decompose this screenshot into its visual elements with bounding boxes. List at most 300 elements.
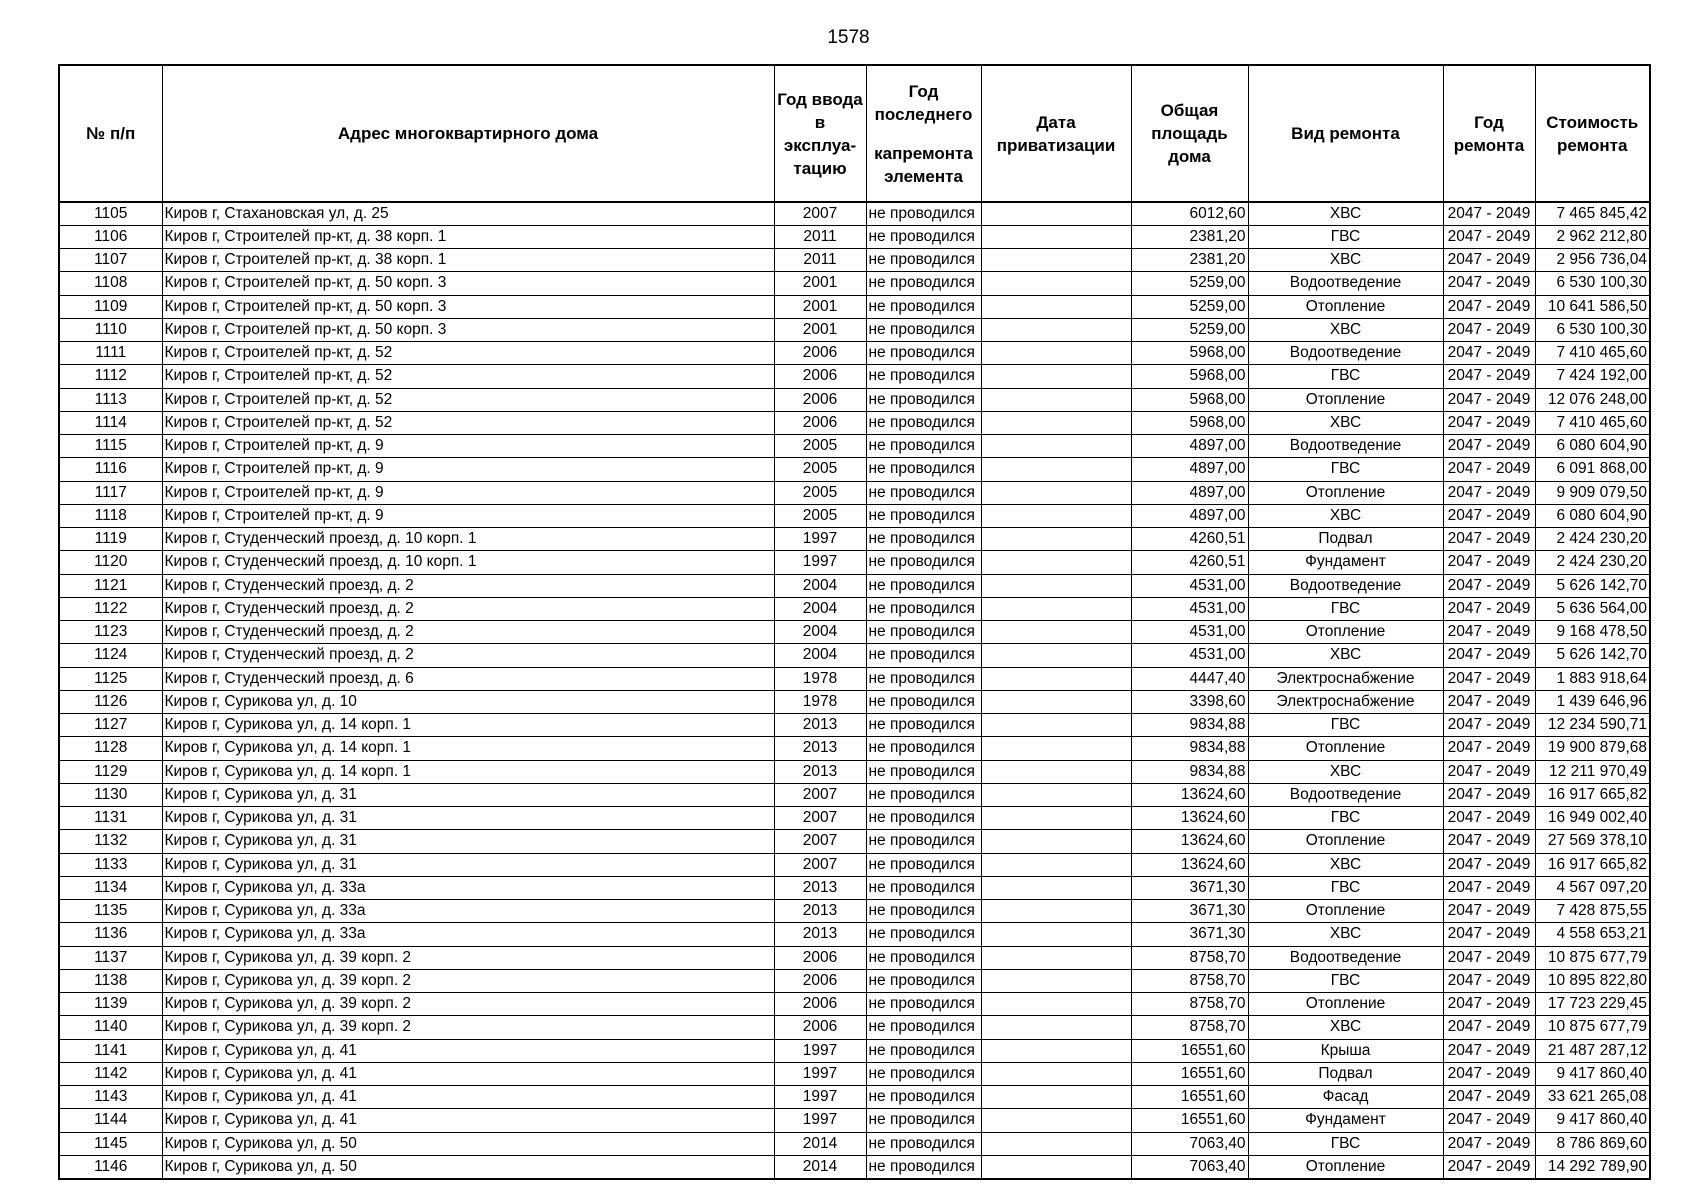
table-row bbox=[59, 737, 1650, 760]
cell-year-built: 2006 bbox=[774, 388, 866, 411]
cell-num: 1139 bbox=[59, 993, 162, 1016]
cell-privatization bbox=[981, 667, 1131, 690]
cell-privatization bbox=[981, 946, 1131, 969]
cell-address: Киров г, Строителей пр-кт, д. 9 bbox=[162, 504, 774, 527]
cell-repair-type: ГВС bbox=[1248, 876, 1443, 899]
cell-address: Киров г, Строителей пр-кт, д. 50 корп. 3 bbox=[162, 318, 774, 341]
cell-repair-type: ГВС bbox=[1248, 714, 1443, 737]
table-row bbox=[59, 830, 1650, 853]
cell-address: Киров г, Сурикова ул, д. 10 bbox=[162, 690, 774, 713]
cell-year-built: 2006 bbox=[774, 969, 866, 992]
cell-repair-type: Водоотведение bbox=[1248, 435, 1443, 458]
cell-num: 1145 bbox=[59, 1132, 162, 1155]
cell-cost: 33 621 265,08 bbox=[1535, 1086, 1650, 1109]
cell-area: 8758,70 bbox=[1131, 946, 1248, 969]
cell-privatization bbox=[981, 783, 1131, 806]
cell-last-repair: не проводился bbox=[866, 1062, 981, 1085]
cell-num: 1122 bbox=[59, 597, 162, 620]
cell-year-built: 2013 bbox=[774, 737, 866, 760]
cell-privatization bbox=[981, 458, 1131, 481]
cell-repair-year: 2047 - 2049 bbox=[1443, 807, 1535, 830]
cell-num: 1138 bbox=[59, 969, 162, 992]
cell-area: 16551,60 bbox=[1131, 1086, 1248, 1109]
cell-num: 1115 bbox=[59, 435, 162, 458]
page-number: 1578 bbox=[827, 27, 870, 48]
cell-repair-year: 2047 - 2049 bbox=[1443, 900, 1535, 923]
cell-privatization bbox=[981, 1016, 1131, 1039]
cell-repair-year: 2047 - 2049 bbox=[1443, 551, 1535, 574]
table-row bbox=[59, 644, 1650, 667]
cell-cost: 2 962 212,80 bbox=[1535, 225, 1650, 248]
cell-last-repair: не проводился bbox=[866, 667, 981, 690]
cell-num: 1146 bbox=[59, 1155, 162, 1178]
cell-last-repair: не проводился bbox=[866, 783, 981, 806]
cell-area: 16551,60 bbox=[1131, 1062, 1248, 1085]
cell-year-built: 2007 bbox=[774, 830, 866, 853]
cell-privatization bbox=[981, 411, 1131, 434]
cell-area: 5968,00 bbox=[1131, 388, 1248, 411]
header-cost: Стоимость ремонта bbox=[1535, 65, 1650, 202]
cell-privatization bbox=[981, 272, 1131, 295]
cell-cost: 16 917 665,82 bbox=[1535, 853, 1650, 876]
cell-privatization bbox=[981, 737, 1131, 760]
cell-year-built: 2014 bbox=[774, 1155, 866, 1178]
cell-last-repair: не проводился bbox=[866, 318, 981, 341]
cell-year-built: 2007 bbox=[774, 202, 866, 225]
cell-repair-type: Фасад bbox=[1248, 1086, 1443, 1109]
cell-privatization bbox=[981, 1039, 1131, 1062]
cell-num: 1105 bbox=[59, 202, 162, 225]
cell-repair-type: ХВС bbox=[1248, 1016, 1443, 1039]
table-row bbox=[59, 1155, 1650, 1178]
cell-privatization bbox=[981, 528, 1131, 551]
cell-address: Киров г, Сурикова ул, д. 31 bbox=[162, 830, 774, 853]
cell-repair-type: ГВС bbox=[1248, 225, 1443, 248]
table-row bbox=[59, 249, 1650, 272]
header-last-repair-line2: капремонта элемента bbox=[874, 143, 973, 186]
header-gap bbox=[869, 126, 979, 142]
cell-last-repair: не проводился bbox=[866, 202, 981, 225]
cell-address: Киров г, Сурикова ул, д. 50 bbox=[162, 1132, 774, 1155]
cell-address: Киров г, Сурикова ул, д. 39 корп. 2 bbox=[162, 1016, 774, 1039]
cell-repair-year: 2047 - 2049 bbox=[1443, 225, 1535, 248]
cell-cost: 9 909 079,50 bbox=[1535, 481, 1650, 504]
cell-cost: 14 292 789,90 bbox=[1535, 1155, 1650, 1178]
cell-repair-type: Электроснабжение bbox=[1248, 690, 1443, 713]
cell-last-repair: не проводился bbox=[866, 342, 981, 365]
cell-repair-type: Подвал bbox=[1248, 528, 1443, 551]
cell-repair-year: 2047 - 2049 bbox=[1443, 923, 1535, 946]
cell-year-built: 2006 bbox=[774, 365, 866, 388]
cell-num: 1123 bbox=[59, 621, 162, 644]
cell-repair-type: Фундамент bbox=[1248, 1109, 1443, 1132]
cell-privatization bbox=[981, 900, 1131, 923]
table-row bbox=[59, 458, 1650, 481]
cell-repair-year: 2047 - 2049 bbox=[1443, 528, 1535, 551]
cell-num: 1113 bbox=[59, 388, 162, 411]
table-row bbox=[59, 388, 1650, 411]
cell-repair-type: Отопление bbox=[1248, 993, 1443, 1016]
cell-cost: 6 080 604,90 bbox=[1535, 504, 1650, 527]
cell-cost: 21 487 287,12 bbox=[1535, 1039, 1650, 1062]
cell-address: Киров г, Сурикова ул, д. 31 bbox=[162, 807, 774, 830]
cell-privatization bbox=[981, 923, 1131, 946]
cell-area: 9834,88 bbox=[1131, 714, 1248, 737]
cell-privatization bbox=[981, 1109, 1131, 1132]
cell-area: 4531,00 bbox=[1131, 574, 1248, 597]
cell-last-repair: не проводился bbox=[866, 1155, 981, 1178]
header-repair-type: Вид ремонта bbox=[1248, 65, 1443, 202]
cell-year-built: 1978 bbox=[774, 690, 866, 713]
cell-area: 3671,30 bbox=[1131, 900, 1248, 923]
cell-year-built: 1978 bbox=[774, 667, 866, 690]
cell-address: Киров г, Сурикова ул, д. 41 bbox=[162, 1109, 774, 1132]
table-row bbox=[59, 667, 1650, 690]
cell-address: Киров г, Сурикова ул, д. 39 корп. 2 bbox=[162, 993, 774, 1016]
cell-privatization bbox=[981, 504, 1131, 527]
cell-num: 1117 bbox=[59, 481, 162, 504]
cell-year-built: 1997 bbox=[774, 1062, 866, 1085]
cell-cost: 10 895 822,80 bbox=[1535, 969, 1650, 992]
cell-repair-year: 2047 - 2049 bbox=[1443, 853, 1535, 876]
cell-year-built: 2013 bbox=[774, 760, 866, 783]
cell-year-built: 1997 bbox=[774, 528, 866, 551]
cell-repair-year: 2047 - 2049 bbox=[1443, 714, 1535, 737]
cell-cost: 6 080 604,90 bbox=[1535, 435, 1650, 458]
cell-area: 5259,00 bbox=[1131, 295, 1248, 318]
cell-repair-year: 2047 - 2049 bbox=[1443, 435, 1535, 458]
cell-privatization bbox=[981, 249, 1131, 272]
cell-year-built: 2007 bbox=[774, 783, 866, 806]
cell-repair-type: Электроснабжение bbox=[1248, 667, 1443, 690]
cell-last-repair: не проводился bbox=[866, 1132, 981, 1155]
cell-repair-year: 2047 - 2049 bbox=[1443, 1062, 1535, 1085]
cell-last-repair: не проводился bbox=[866, 597, 981, 620]
cell-area: 4897,00 bbox=[1131, 435, 1248, 458]
cell-privatization bbox=[981, 225, 1131, 248]
cell-repair-type: Водоотведение bbox=[1248, 946, 1443, 969]
cell-address: Киров г, Строителей пр-кт, д. 38 корп. 1 bbox=[162, 249, 774, 272]
cell-address: Киров г, Сурикова ул, д. 33а bbox=[162, 900, 774, 923]
cell-last-repair: не проводился bbox=[866, 1109, 981, 1132]
cell-year-built: 2006 bbox=[774, 993, 866, 1016]
header-address: Адрес многоквартирного дома bbox=[162, 65, 774, 202]
cell-privatization bbox=[981, 365, 1131, 388]
cell-last-repair: не проводился bbox=[866, 853, 981, 876]
cell-repair-type: ГВС bbox=[1248, 807, 1443, 830]
cell-address: Киров г, Студенческий проезд, д. 2 bbox=[162, 574, 774, 597]
cell-privatization bbox=[981, 551, 1131, 574]
cell-privatization bbox=[981, 876, 1131, 899]
cell-address: Киров г, Сурикова ул, д. 31 bbox=[162, 853, 774, 876]
table-row bbox=[59, 1016, 1650, 1039]
cell-last-repair: не проводился bbox=[866, 411, 981, 434]
table-row bbox=[59, 900, 1650, 923]
cell-year-built: 2013 bbox=[774, 876, 866, 899]
table-row bbox=[59, 318, 1650, 341]
cell-privatization bbox=[981, 830, 1131, 853]
cell-year-built: 2007 bbox=[774, 853, 866, 876]
cell-cost: 7 424 192,00 bbox=[1535, 365, 1650, 388]
cell-num: 1132 bbox=[59, 830, 162, 853]
table-row bbox=[59, 435, 1650, 458]
table-row bbox=[59, 411, 1650, 434]
table-row bbox=[59, 760, 1650, 783]
cell-area: 5968,00 bbox=[1131, 342, 1248, 365]
table-header bbox=[59, 65, 1650, 202]
table-row bbox=[59, 481, 1650, 504]
table-row bbox=[59, 923, 1650, 946]
cell-privatization bbox=[981, 644, 1131, 667]
cell-year-built: 2007 bbox=[774, 807, 866, 830]
cell-repair-type: ХВС bbox=[1248, 504, 1443, 527]
cell-area: 2381,20 bbox=[1131, 225, 1248, 248]
cell-address: Киров г, Строителей пр-кт, д. 50 корп. 3 bbox=[162, 272, 774, 295]
cell-repair-type: Отопление bbox=[1248, 1155, 1443, 1178]
cell-area: 6012,60 bbox=[1131, 202, 1248, 225]
cell-num: 1136 bbox=[59, 923, 162, 946]
cell-repair-year: 2047 - 2049 bbox=[1443, 597, 1535, 620]
cell-address: Киров г, Студенческий проезд, д. 2 bbox=[162, 597, 774, 620]
cell-area: 13624,60 bbox=[1131, 783, 1248, 806]
cell-year-built: 2001 bbox=[774, 272, 866, 295]
cell-repair-year: 2047 - 2049 bbox=[1443, 365, 1535, 388]
cell-address: Киров г, Сурикова ул, д. 14 корп. 1 bbox=[162, 714, 774, 737]
cell-num: 1128 bbox=[59, 737, 162, 760]
cell-repair-year: 2047 - 2049 bbox=[1443, 388, 1535, 411]
cell-num: 1111 bbox=[59, 342, 162, 365]
cell-area: 4260,51 bbox=[1131, 528, 1248, 551]
cell-last-repair: не проводился bbox=[866, 1086, 981, 1109]
cell-last-repair: не проводился bbox=[866, 621, 981, 644]
cell-cost: 16 917 665,82 bbox=[1535, 783, 1650, 806]
cell-last-repair: не проводился bbox=[866, 249, 981, 272]
cell-repair-year: 2047 - 2049 bbox=[1443, 876, 1535, 899]
cell-repair-type: ГВС bbox=[1248, 597, 1443, 620]
cell-year-built: 2006 bbox=[774, 411, 866, 434]
cell-privatization bbox=[981, 574, 1131, 597]
cell-address: Киров г, Стахановская ул, д. 25 bbox=[162, 202, 774, 225]
cell-cost: 5 626 142,70 bbox=[1535, 644, 1650, 667]
cell-year-built: 2014 bbox=[774, 1132, 866, 1155]
cell-last-repair: не проводился bbox=[866, 551, 981, 574]
cell-last-repair: не проводился bbox=[866, 760, 981, 783]
cell-num: 1133 bbox=[59, 853, 162, 876]
cell-cost: 9 417 860,40 bbox=[1535, 1109, 1650, 1132]
repair-register-table bbox=[58, 64, 1651, 1180]
cell-cost: 2 956 736,04 bbox=[1535, 249, 1650, 272]
cell-address: Киров г, Студенческий проезд, д. 10 корп. 1 bbox=[162, 551, 774, 574]
cell-privatization bbox=[981, 318, 1131, 341]
cell-area: 13624,60 bbox=[1131, 830, 1248, 853]
cell-num: 1114 bbox=[59, 411, 162, 434]
cell-address: Киров г, Строителей пр-кт, д. 52 bbox=[162, 342, 774, 365]
cell-repair-year: 2047 - 2049 bbox=[1443, 621, 1535, 644]
cell-area: 4260,51 bbox=[1131, 551, 1248, 574]
cell-privatization bbox=[981, 388, 1131, 411]
cell-repair-type: Отопление bbox=[1248, 621, 1443, 644]
cell-repair-year: 2047 - 2049 bbox=[1443, 411, 1535, 434]
cell-last-repair: не проводился bbox=[866, 807, 981, 830]
cell-year-built: 1997 bbox=[774, 551, 866, 574]
cell-area: 4531,00 bbox=[1131, 597, 1248, 620]
cell-year-built: 2006 bbox=[774, 1016, 866, 1039]
cell-repair-type: Отопление bbox=[1248, 737, 1443, 760]
cell-num: 1134 bbox=[59, 876, 162, 899]
cell-cost: 7 465 845,42 bbox=[1535, 202, 1650, 225]
cell-year-built: 1997 bbox=[774, 1086, 866, 1109]
cell-last-repair: не проводился bbox=[866, 993, 981, 1016]
cell-area: 16551,60 bbox=[1131, 1109, 1248, 1132]
cell-address: Киров г, Сурикова ул, д. 39 корп. 2 bbox=[162, 946, 774, 969]
cell-privatization bbox=[981, 690, 1131, 713]
cell-last-repair: не проводился bbox=[866, 714, 981, 737]
cell-last-repair: не проводился bbox=[866, 365, 981, 388]
cell-area: 8758,70 bbox=[1131, 993, 1248, 1016]
cell-area: 5968,00 bbox=[1131, 365, 1248, 388]
cell-repair-year: 2047 - 2049 bbox=[1443, 783, 1535, 806]
cell-repair-year: 2047 - 2049 bbox=[1443, 830, 1535, 853]
table-row bbox=[59, 202, 1650, 225]
cell-cost: 5 626 142,70 bbox=[1535, 574, 1650, 597]
cell-address: Киров г, Строителей пр-кт, д. 9 bbox=[162, 458, 774, 481]
cell-repair-type: ХВС bbox=[1248, 249, 1443, 272]
cell-last-repair: не проводился bbox=[866, 1039, 981, 1062]
cell-address: Киров г, Сурикова ул, д. 31 bbox=[162, 783, 774, 806]
cell-area: 9834,88 bbox=[1131, 737, 1248, 760]
cell-repair-type: Фундамент bbox=[1248, 551, 1443, 574]
cell-num: 1119 bbox=[59, 528, 162, 551]
cell-privatization bbox=[981, 969, 1131, 992]
cell-num: 1144 bbox=[59, 1109, 162, 1132]
cell-repair-year: 2047 - 2049 bbox=[1443, 202, 1535, 225]
cell-last-repair: не проводился bbox=[866, 272, 981, 295]
cell-privatization bbox=[981, 1155, 1131, 1178]
cell-repair-year: 2047 - 2049 bbox=[1443, 1086, 1535, 1109]
cell-address: Киров г, Сурикова ул, д. 50 bbox=[162, 1155, 774, 1178]
cell-num: 1129 bbox=[59, 760, 162, 783]
cell-repair-type: ХВС bbox=[1248, 760, 1443, 783]
cell-repair-year: 2047 - 2049 bbox=[1443, 342, 1535, 365]
cell-repair-year: 2047 - 2049 bbox=[1443, 574, 1535, 597]
table-row bbox=[59, 295, 1650, 318]
table-row bbox=[59, 621, 1650, 644]
cell-address: Киров г, Сурикова ул, д. 39 корп. 2 bbox=[162, 969, 774, 992]
cell-cost: 1 883 918,64 bbox=[1535, 667, 1650, 690]
cell-repair-year: 2047 - 2049 bbox=[1443, 1039, 1535, 1062]
cell-area: 4897,00 bbox=[1131, 458, 1248, 481]
cell-cost: 5 636 564,00 bbox=[1535, 597, 1650, 620]
table-row bbox=[59, 993, 1650, 1016]
table-row bbox=[59, 690, 1650, 713]
cell-last-repair: не проводился bbox=[866, 435, 981, 458]
cell-repair-year: 2047 - 2049 bbox=[1443, 667, 1535, 690]
cell-last-repair: не проводился bbox=[866, 504, 981, 527]
table-row bbox=[59, 1086, 1650, 1109]
cell-address: Киров г, Строителей пр-кт, д. 52 bbox=[162, 411, 774, 434]
header-area: Общая площадь дома bbox=[1131, 65, 1248, 202]
cell-year-built: 2004 bbox=[774, 597, 866, 620]
cell-repair-year: 2047 - 2049 bbox=[1443, 946, 1535, 969]
cell-last-repair: не проводился bbox=[866, 574, 981, 597]
cell-repair-type: ХВС bbox=[1248, 318, 1443, 341]
cell-num: 1109 bbox=[59, 295, 162, 318]
table-row bbox=[59, 853, 1650, 876]
cell-num: 1142 bbox=[59, 1062, 162, 1085]
cell-last-repair: не проводился bbox=[866, 388, 981, 411]
cell-area: 3398,60 bbox=[1131, 690, 1248, 713]
cell-repair-year: 2047 - 2049 bbox=[1443, 272, 1535, 295]
table-row bbox=[59, 1109, 1650, 1132]
cell-year-built: 2004 bbox=[774, 574, 866, 597]
cell-last-repair: не проводился bbox=[866, 830, 981, 853]
cell-num: 1143 bbox=[59, 1086, 162, 1109]
cell-last-repair: не проводился bbox=[866, 737, 981, 760]
cell-address: Киров г, Студенческий проезд, д. 10 корп. 1 bbox=[162, 528, 774, 551]
cell-area: 4897,00 bbox=[1131, 504, 1248, 527]
cell-repair-type: Отопление bbox=[1248, 388, 1443, 411]
cell-cost: 7 428 875,55 bbox=[1535, 900, 1650, 923]
cell-privatization bbox=[981, 202, 1131, 225]
cell-cost: 6 530 100,30 bbox=[1535, 272, 1650, 295]
cell-repair-type: ХВС bbox=[1248, 411, 1443, 434]
cell-last-repair: не проводился bbox=[866, 923, 981, 946]
table-row bbox=[59, 528, 1650, 551]
cell-area: 5259,00 bbox=[1131, 318, 1248, 341]
cell-address: Киров г, Строителей пр-кт, д. 52 bbox=[162, 365, 774, 388]
cell-area: 4531,00 bbox=[1131, 621, 1248, 644]
cell-year-built: 2001 bbox=[774, 318, 866, 341]
cell-cost: 16 949 002,40 bbox=[1535, 807, 1650, 830]
cell-repair-type: ГВС bbox=[1248, 1132, 1443, 1155]
cell-repair-type: ХВС bbox=[1248, 202, 1443, 225]
cell-cost: 4 558 653,21 bbox=[1535, 923, 1650, 946]
cell-repair-year: 2047 - 2049 bbox=[1443, 644, 1535, 667]
cell-privatization bbox=[981, 597, 1131, 620]
cell-repair-type: ГВС bbox=[1248, 365, 1443, 388]
table-row bbox=[59, 551, 1650, 574]
cell-privatization bbox=[981, 342, 1131, 365]
cell-area: 13624,60 bbox=[1131, 807, 1248, 830]
cell-cost: 6 091 868,00 bbox=[1535, 458, 1650, 481]
cell-year-built: 2005 bbox=[774, 504, 866, 527]
cell-repair-type: ХВС bbox=[1248, 644, 1443, 667]
cell-repair-year: 2047 - 2049 bbox=[1443, 737, 1535, 760]
cell-area: 2381,20 bbox=[1131, 249, 1248, 272]
table-row bbox=[59, 272, 1650, 295]
header-privatization: Дата приватизации bbox=[981, 65, 1131, 202]
cell-year-built: 2006 bbox=[774, 342, 866, 365]
cell-area: 7063,40 bbox=[1131, 1155, 1248, 1178]
cell-last-repair: не проводился bbox=[866, 295, 981, 318]
cell-repair-type: ГВС bbox=[1248, 458, 1443, 481]
cell-cost: 2 424 230,20 bbox=[1535, 551, 1650, 574]
cell-repair-year: 2047 - 2049 bbox=[1443, 1016, 1535, 1039]
cell-cost: 2 424 230,20 bbox=[1535, 528, 1650, 551]
cell-address: Киров г, Сурикова ул, д. 41 bbox=[162, 1039, 774, 1062]
table-row bbox=[59, 946, 1650, 969]
cell-cost: 8 786 869,60 bbox=[1535, 1132, 1650, 1155]
table-row bbox=[59, 969, 1650, 992]
cell-last-repair: не проводился bbox=[866, 876, 981, 899]
cell-last-repair: не проводился bbox=[866, 946, 981, 969]
cell-repair-year: 2047 - 2049 bbox=[1443, 993, 1535, 1016]
cell-repair-type: Крыша bbox=[1248, 1039, 1443, 1062]
cell-repair-type: Водоотведение bbox=[1248, 574, 1443, 597]
cell-repair-year: 2047 - 2049 bbox=[1443, 1155, 1535, 1178]
table-row bbox=[59, 225, 1650, 248]
cell-num: 1140 bbox=[59, 1016, 162, 1039]
